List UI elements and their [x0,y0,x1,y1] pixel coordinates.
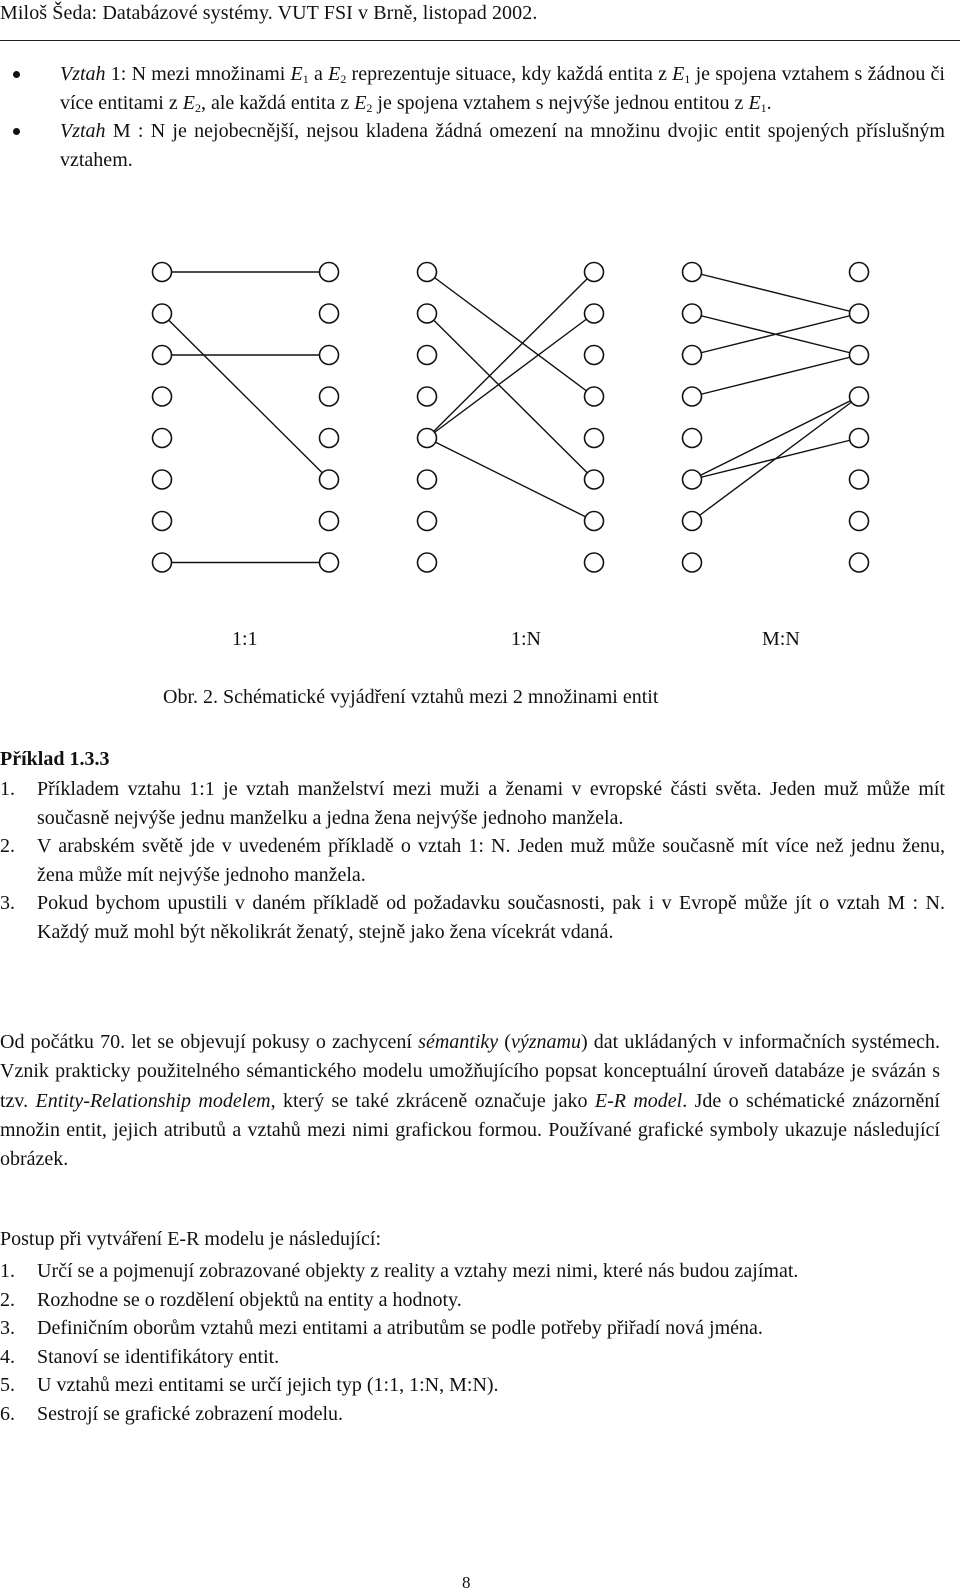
bullet-list [0,60,945,174]
text-run: Od počátku 70. let se objevují pokusy o zachycení [0,1031,419,1053]
emphasis-text: Entity-Relationship modelem [35,1089,271,1112]
subscript-text: 2 [194,100,201,115]
subscript-text: 1 [760,100,767,115]
step-number: 3. [0,1317,15,1339]
bullet-icon [13,128,20,135]
step-item [0,1257,945,1286]
entity-node-left [418,346,437,365]
relationship-edge-1-n [427,438,594,521]
example-item [0,775,945,832]
example-title: Příklad 1.3.3 [0,748,110,770]
text-run: a [308,63,329,85]
step-number: 4. [0,1345,15,1368]
emphasis-text: E [354,91,367,114]
step-item [0,1371,945,1400]
entity-node-right [585,304,604,323]
entity-node-right [585,470,604,489]
relationship-edge-m-n [692,272,859,314]
subscript-text: 1 [684,72,691,86]
text-run: 1: N mezi množinami [105,63,291,85]
header-divider [0,40,960,41]
entity-node-right [850,470,869,489]
bullet-icon [13,71,20,78]
bullet-item-1n [0,60,945,117]
example-item-text: Pokud bychom upustili v daném příkladě od požadavku současnosti, pak i v Evropě může jít o vztah M : N. Každý muž mohl být několikrát ženatý, stejně jako žena vícekrát vdaná. [37,892,945,943]
step-text: Stanoví se identifikátory entit. [37,1345,280,1368]
emphasis-text: E [748,91,761,114]
entity-node-left [683,512,702,531]
entity-node-left [153,429,172,448]
entity-node-left [153,263,172,282]
entity-node-right [320,512,339,531]
subscript-text: 2 [340,72,347,86]
emphasis-text: E-R model [594,1089,683,1112]
entity-node-right [320,429,339,448]
entity-node-left [418,470,437,489]
entity-node-right [850,387,869,406]
entity-node-left [153,470,172,489]
diagram-label-1-1: 1:1 [232,628,258,650]
bullet-item-mn [0,117,945,174]
entity-node-right [585,263,604,282]
entity-node-right [320,263,339,282]
diagram-label-1-n: 1:N [511,628,541,650]
text-run: ) dat ukládaných v informačních systémech. Vznik prakticky použitelného sémantického modelu umožňujícího popsat konceptuální úroveň databáze je svázán s tzv. [0,1031,940,1112]
relationship-edge-1-n [427,314,594,480]
subscript-text: 1 [302,72,309,86]
relationship-edge-1-n [427,272,594,397]
emphasis-text: E [290,63,303,85]
step-text: Definičním oborům vztahů mezi entitami a atributům se podle potřeby přiřadí nová jména. [37,1317,763,1339]
relationship-edge-1-n [427,272,594,438]
steps-title: Postup při vytváření E-R modelu je následující: [0,1228,382,1250]
text-run: . [766,91,772,114]
page-header: Miloš Šeda: Databázové systémy. VUT FSI v Brně, listopad 2002. [0,2,538,24]
step-number: 5. [0,1374,15,1396]
entity-node-left [153,346,172,365]
entity-node-left [418,512,437,531]
entity-node-right [585,387,604,406]
entity-node-right [585,553,604,572]
text-run: , který se také zkráceně označuje jako [270,1089,595,1112]
diagram-label-m-n: M:N [762,628,800,650]
emphasis-text: E [182,91,195,114]
entity-node-left [153,387,172,406]
page-number: 8 [462,1573,471,1592]
entity-node-left [683,263,702,282]
text-run: ( [498,1031,511,1053]
text-run: reprezentuje situace, kdy každá entita z [346,63,673,85]
subscript-text: 2 [366,100,373,115]
entity-node-right [850,304,869,323]
step-item [0,1286,945,1315]
entity-node-right [320,553,339,572]
entity-node-right [850,512,869,531]
text-run: je spojena vztahem s žádnou či více entitami z [60,63,945,114]
relationship-edge-m-n [692,397,859,480]
example-item-number: 3. [0,892,15,914]
bullet-text [60,60,945,117]
entity-node-left [418,304,437,323]
entity-node-right [585,429,604,448]
er-model-paragraph [0,1028,940,1174]
entity-node-left [683,346,702,365]
entity-node-right [320,304,339,323]
example-item [0,889,945,946]
text-run: M : N je nejobecnější, nejsou kladena žádná omezení na množinu dvojic entit spojených příslušným vztahem. [60,120,945,171]
relationship-diagram [0,250,960,630]
example-item-number: 1. [0,778,15,800]
step-item [0,1314,945,1343]
step-text: Určí se a pojmenují zobrazované objekty z reality a vztahy mezi nimi, které nás budou zajímat. [37,1260,799,1282]
text-run: , ale každá entita z [200,91,355,114]
relationship-edge-1-n [427,314,594,439]
emphasis-text: významu [510,1031,581,1053]
entity-node-left [153,553,172,572]
bullet-text [60,117,945,174]
entity-node-right [320,387,339,406]
steps-list [0,1257,945,1428]
entity-node-right [850,553,869,572]
entity-node-left [418,429,437,448]
entity-node-left [418,387,437,406]
entity-node-right [585,346,604,365]
entity-node-left [683,304,702,323]
entity-node-left [153,512,172,531]
entity-node-left [683,553,702,572]
entity-node-left [683,470,702,489]
entity-node-left [153,304,172,323]
emphasis-text: E [672,63,685,85]
example-item-number: 2. [0,835,15,857]
step-number: 2. [0,1288,15,1311]
emphasis-text: Vztah [60,120,106,142]
step-number: 6. [0,1402,15,1425]
entity-node-left [683,387,702,406]
entity-node-right [850,346,869,365]
step-text: Rozhodne se o rozdělení objektů na entity a hodnoty. [37,1288,462,1311]
entity-node-right [850,263,869,282]
relationship-edge-m-n [692,438,859,480]
text-run: je spojena vztahem s nejvýše jednou entitou z [372,91,749,114]
entity-node-right [850,429,869,448]
entity-node-left [418,263,437,282]
entity-node-right [320,346,339,365]
entity-node-left [418,553,437,572]
example-item-text: V arabském světě jde v uvedeném příkladě o vztah 1: N. Jeden muž může současně mít více než jednu ženu, žena může mít nejvýše jednoho manžela. [37,835,945,886]
step-item [0,1343,945,1372]
step-text: U vztahů mezi entitami se určí jejich typ (1:1, 1:N, M:N). [37,1374,499,1396]
entity-node-right [320,470,339,489]
entity-node-left [683,429,702,448]
figure-caption: Obr. 2. Schématické vyjádření vztahů mezi 2 množinami entit [163,686,659,708]
emphasis-text: Vztah [60,63,106,85]
step-number: 1. [0,1260,15,1282]
entity-node-right [585,512,604,531]
relationship-edge-1-1 [162,314,329,480]
example-item-text: Příkladem vztahu 1:1 je vztah manželství mezi muži a ženami v evropské části světa. Jeden muž může mít současně nejvýše jednu manželku a jedna žena nejvýše jednoho manžela. [37,778,945,829]
text-run: . Jde o schématické znázornění množin entit, jejich atributů a vztahů mezi nimi grafickou formou. Používané grafické symboly ukazuje následující obrázek. [0,1089,940,1171]
emphasis-text: sémantiky [418,1031,499,1053]
relationship-edge-m-n [692,355,859,397]
example-list [0,775,945,946]
example-item [0,832,945,889]
step-item [0,1400,945,1429]
emphasis-text: E [328,63,341,85]
step-text: Sestrojí se grafické zobrazení modelu. [37,1402,343,1425]
